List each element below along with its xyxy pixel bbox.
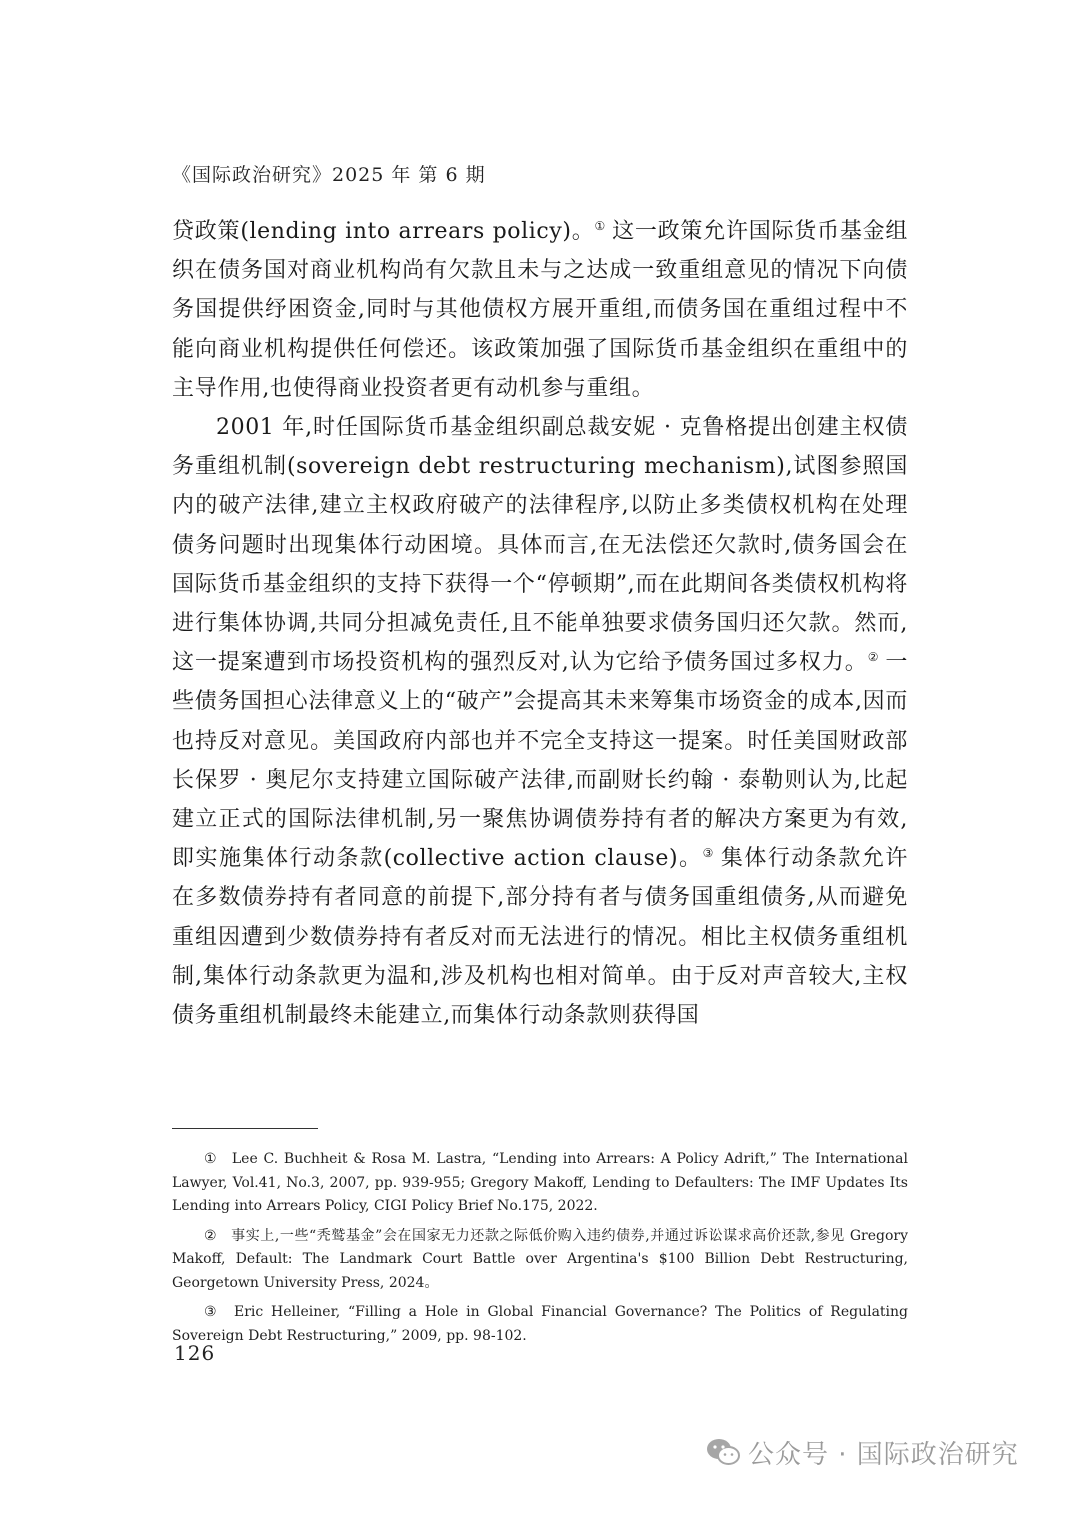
footnote-number: ③ [204, 1304, 220, 1320]
footnote-text: Eric Helleiner, “Filling a Hole in Global Financial Governance? The Politics of Regulating Sovereign Debt Restructuring,” 2009, pp. 98-102. [172, 1304, 908, 1344]
paragraph-2-text-b: 一些债务国担心法律意义上的“破产”会提高其未来筹集市场资金的成本,因而也持反对意见。美国政府内部也并不完全支持这一提案。时任美国财政部长保罗 · 奥尼尔支持建立国际破产法律,而副财长约翰 · 泰勒则认为,比起建立正式的国际法律机制,另一聚焦协调债券持有者的解决方案更为有效,即实施集体行动条款(collective action clause)。 [172, 650, 908, 872]
paragraph-2-text-c: 集体行动条款允许在多数债券持有者同意的前提下,部分持有者与债务国重组债务,从而避免重组因遭到少数债券持有者反对而无法进行的情况。相比主权债务重组机制,集体行动条款更为温和,涉及机构也相对简单。由于反对声音较大,主权债务重组机制最终未能建立,而集体行动条款则获得国 [172, 846, 909, 1029]
footnote-text: Lee C. Buchheit & Rosa M. Lastra, “Lending into Arrears: A Policy Adrift,” The International Lawyer, Vol.41, No.3, 2007, pp. 939-955; Gregory Makoff, Lending to Defaulters: The IMF Updates Its Lending into Arrears Policy, CIGI Policy Brief No.175, 2022. [172, 1151, 908, 1214]
running-header: 《国际政治研究》2025 年 第 6 期 [172, 164, 486, 186]
footnote-ref-2[interactable]: ② [867, 649, 880, 664]
footnotes [172, 1148, 908, 1354]
watermark [706, 1432, 1019, 1472]
paragraph-2 [172, 408, 908, 1035]
footnote-1 [172, 1148, 908, 1219]
paragraph-1-text-a: 贷政策(lending into arrears policy)。 [172, 219, 595, 244]
footnote-number: ① [204, 1151, 218, 1167]
footnote-text: 事实上,一些“秃鹫基金”会在国家无力还款之际低价购入违约债券,并通过诉讼谋求高价还款,参见 Gregory Makoff, Default: The Landmark Court Battle over Argentina's $100 Billion Debt Restructuring, Georgetown University Press, 2024。 [172, 1227, 908, 1291]
page-number: 126 [174, 1341, 216, 1365]
paragraph-2-text-a: 2001 年,时任国际货币基金组织副总裁安妮 · 克鲁格提出创建主权债务重组机制(sovereign debt restructuring mechanism),试图参照国内的破产法律,建立主权政府破产的法律程序,以防止多类债权机构在处理债务问题时出现集体行动困境。具体而言,在无法偿还欠款时,债务国会在国际货币基金组织的支持下获得一个“停顿期”,而在此期间各类债权机构将进行集体协调,共同分担减免责任,且不能单独要求债务国归还欠款。然而,这一提案遭到市场投资机构的强烈反对,认为它给予债务国过多权力。 [172, 415, 908, 676]
body-text [172, 212, 908, 1035]
footnote-ref-3[interactable]: ③ [702, 845, 715, 860]
wechat-icon [706, 1438, 740, 1466]
footnote-ref-1[interactable]: ① [594, 218, 607, 233]
paragraph-1 [172, 212, 908, 408]
footnote-2 [172, 1225, 908, 1296]
paragraph-1-text-b: 这一政策允许国际货币基金组织在债务国对商业机构尚有欠款且未与之达成一致重组意见的情况下向债务国提供纾困资金,同时与其他债权方展开重组,而债务国在重组过程中不能向商业机构提供任何偿还。该政策加强了国际货币基金组织在重组中的主导作用,也使得商业投资者更有动机参与重组。 [172, 219, 909, 401]
footnote-3 [172, 1301, 908, 1348]
footnote-divider [172, 1128, 318, 1129]
footnote-number: ② [204, 1227, 218, 1244]
watermark-text: 公众号 · 国际政治研究 [748, 1439, 1019, 1470]
